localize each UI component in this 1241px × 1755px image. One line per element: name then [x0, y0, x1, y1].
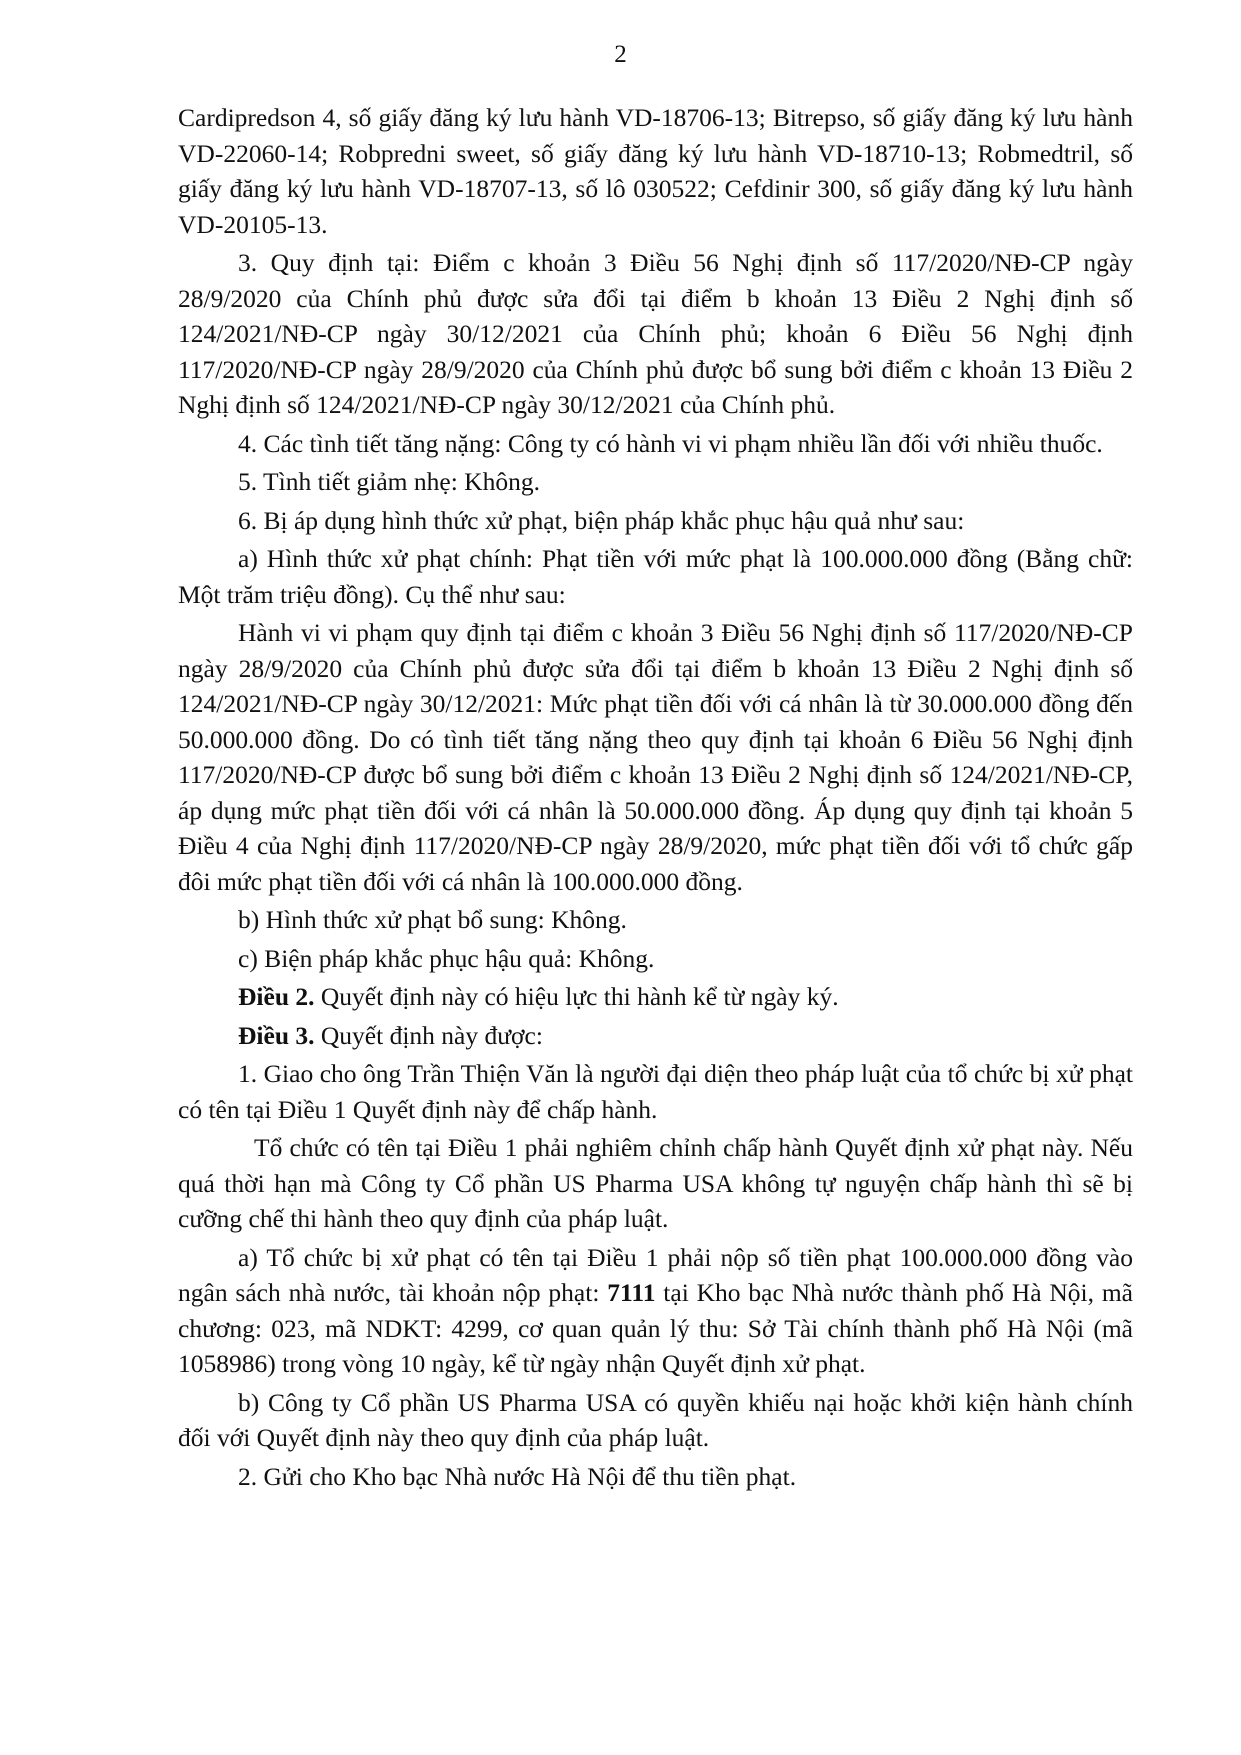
paragraph-main-penalty: a) Hình thức xử phạt chính: Phạt tiền với mức phạt là 100.000.000 đồng (Bằng chữ: Một trăm triệu đồng). Cụ thể như sau:: [178, 544, 1133, 609]
paragraph-aggravating: 4. Các tình tiết tăng nặng: Công ty có hành vi vi phạm nhiều lần đối với nhiều thuốc.: [238, 428, 1103, 458]
paragraph-mitigating: 5. Tình tiết giảm nhẹ: Không.: [238, 467, 540, 496]
paragraph-payment: [178, 1240, 1133, 1382]
paragraph-assignment: 1. Giao cho ông Trần Thiện Văn là người đại diện theo pháp luật của tổ chức bị xử phạt có tên tại Điều 1 Quyết định này để chấp hành.: [178, 1059, 1133, 1124]
paragraph-regulation: 3. Quy định tại: Điểm c khoản 3 Điều 56 Nghị định số 117/2020/NĐ-CP ngày 28/9/2020 của Chính phủ được sửa đổi tại điểm b khoản 13 Điều 2 Nghị định số 124/2021/NĐ-CP ngày 30/12/2021 của Chính phủ; khoản 6 Điều 56 Nghị định 117/2020/NĐ-CP ngày 28/9/2020 của Chính phủ được bổ sung bởi điểm c khoản 13 Điều 2 Nghị định số 124/2021/NĐ-CP ngày 30/12/2021 của Chính phủ.: [178, 248, 1133, 419]
article-3-text: Quyết định này được:: [314, 1020, 543, 1050]
document-body: [178, 100, 1133, 1497]
paragraph-sanctions: 6. Bị áp dụng hình thức xử phạt, biện pháp khắc phục hậu quả như sau:: [238, 505, 965, 535]
article-2-text: Quyết định này có hiệu lực thi hành kể từ ngày ký.: [314, 982, 839, 1011]
paragraph-drug-list: Cardipredson 4, số giấy đăng ký lưu hành VD-18706-13; Bitrepso, số giấy đăng ký lưu hành VD-22060-14; Robpredni sweet, số giấy đăng ký lưu hành VD-18710-13; Robmedtril, số giấy đăng ký lưu hành VD-18707-13, số lô 030522; Cefdinir 300, số giấy đăng ký lưu hành VD-20105-13.: [178, 103, 1133, 239]
article-2-label: Điều 2.: [238, 982, 315, 1011]
paragraph-additional-penalty: b) Hình thức xử phạt bổ sung: Không.: [238, 905, 627, 934]
payment-account-number: 7111: [607, 1278, 656, 1307]
paragraph-appeal-rights: b) Công ty Cổ phần US Pharma USA có quyền khiếu nại hoặc khởi kiện hành chính đối với Quyết định này theo quy định của pháp luật.: [178, 1387, 1133, 1452]
paragraph-send-treasury: 2. Gửi cho Kho bạc Nhà nước Hà Nội để thu tiền phạt.: [238, 1461, 797, 1491]
payment-text-start: a) Tổ chức bị xử phạt có tên tại Điều 1 phải nộp số tiền phạt 100.000.000 đồng vào ngân sách nhà nước, tài khoản nộp phạt:: [178, 1242, 1133, 1307]
payment-text-end: tại Kho bạc Nhà nước thành phố Hà Nội, mã chương: 023, mã NDKT: 4299, cơ quan quản lý thu: Sở Tài chính thành phố Hà Nội (mã 1058986) trong vòng 10 ngày, kể từ ngày nhận Quyết định xử phạt.: [178, 1278, 1133, 1378]
paragraph-article-3: [178, 1018, 1133, 1054]
paragraph-penalty-detail: Hành vi vi phạm quy định tại điểm c khoản 3 Điều 56 Nghị định số 117/2020/NĐ-CP ngày 28/9/2020 của Chính phủ được sửa đổi tại điểm b khoản 13 Điều 2 Nghị định số 124/2021/NĐ-CP ngày 30/12/2021: Mức phạt tiền đối với cá nhân là từ 30.000.000 đồng đến 50.000.000 đồng. Do có tình tiết tăng nặng theo quy định tại khoản 6 Điều 56 Nghị định 117/2020/NĐ-CP được bổ sung bởi điểm c khoản 13 Điều 2 Nghị định số 124/2021/NĐ-CP, áp dụng mức phạt tiền đối với cá nhân là 50.000.000 đồng. Áp dụng quy định tại khoản 5 Điều 4 của Nghị định 117/2020/NĐ-CP ngày 28/9/2020, mức phạt tiền đối với tổ chức gấp đôi mức phạt tiền đối với cá nhân là 100.000.000 đồng.: [178, 618, 1133, 896]
paragraph-compliance: Tổ chức có tên tại Điều 1 phải nghiêm chỉnh chấp hành Quyết định xử phạt này. Nếu quá thời hạn mà Công ty Cổ phần US Pharma USA không tự nguyện chấp hành thì sẽ bị cưỡng chế thi hành theo quy định của pháp luật.: [178, 1133, 1133, 1233]
paragraph-remedial-measures: c) Biện pháp khắc phục hậu quả: Không.: [238, 943, 655, 973]
article-3-label: Điều 3.: [238, 1020, 315, 1050]
page-number: 2: [614, 41, 627, 68]
paragraph-article-2: [178, 979, 1133, 1015]
